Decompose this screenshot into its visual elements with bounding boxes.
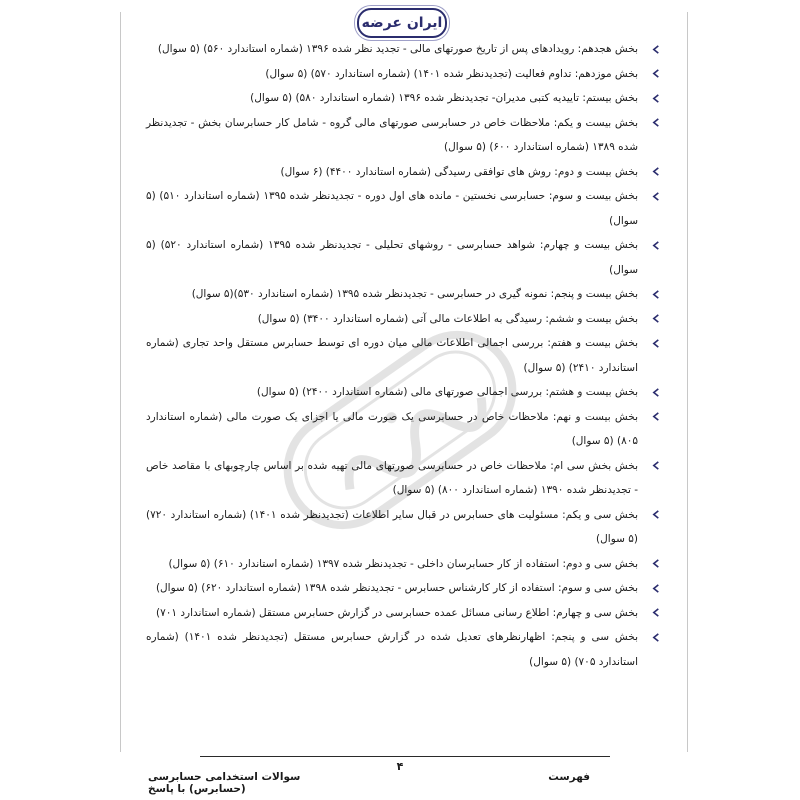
toc-entry[interactable] [146, 552, 638, 577]
footer-divider [200, 756, 610, 757]
toc-entry[interactable] [146, 601, 638, 626]
arrow-bullet-icon [650, 331, 662, 356]
arrow-bullet-icon [650, 307, 662, 332]
toc-entry-text: بخش بیست و هشتم: بررسی اجمالی صورتهای مالی (شماره استاندارد ۲۴۰۰) (۵ سوال) [256, 386, 638, 398]
arrow-bullet-icon [650, 62, 662, 87]
toc-entry[interactable] [146, 576, 638, 601]
arrow-bullet-icon [650, 503, 662, 528]
toc-entry[interactable] [146, 331, 638, 380]
arrow-bullet-icon [650, 454, 662, 479]
toc-entry-text: بخش بیست و سوم: حسابرسی نخستین - مانده های اول دوره - تجدیدنظر شده ۱۳۹۵ (شماره استاندارد ۵۱۰) (۵ سوال) [146, 190, 638, 227]
arrow-bullet-icon [650, 184, 662, 209]
toc-entry-text: بخش سی و دوم: استفاده از کار حسابرسان داخلی - تجدیدنظر شده ۱۳۹۷ (شماره استاندارد ۶۱۰) (۵ سوال) [168, 557, 638, 570]
logo-text: ایران عرضه [361, 15, 443, 31]
toc-entry[interactable] [146, 62, 638, 87]
toc-entry[interactable] [146, 503, 638, 552]
toc-entry[interactable] [146, 625, 638, 674]
arrow-bullet-icon [650, 111, 662, 136]
toc-entry-text: بخش بیست و پنجم: نمونه گیری در حسابرسی - تجدیدنظر شده ۱۳۹۵ (شماره استاندارد ۵۳۰)(۵ سوال) [191, 288, 638, 300]
toc-entry[interactable] [146, 307, 638, 332]
toc-entry-text: بخش سی و پنجم: اظهارنظرهای تعدیل شده در گزارش حسابرس مستقل (تجدیدنظر شده ۱۴۰۱) (شماره استاندارد ۷۰۵) (۵ سوال) [146, 631, 638, 668]
arrow-bullet-icon [650, 282, 662, 307]
toc-entry-text: بخش سی و سوم: استفاده از کار کارشناس حسابرس - تجدیدنظر شده ۱۳۹۸ (شماره استاندارد ۶۲۰) (۵ سوال) [155, 582, 638, 594]
arrow-bullet-icon [650, 552, 662, 577]
arrow-bullet-icon [650, 380, 662, 405]
toc-entry-text: بخش بیستم: تاییدیه کتبی مدیران- تجدیدنظر شده ۱۳۹۶ (شماره استاندارد ۵۸۰) (۵ سوال) [250, 92, 638, 104]
toc-entry[interactable] [146, 282, 638, 307]
arrow-bullet-icon [650, 37, 662, 62]
toc-entry-text: بخش بیست و نهم: ملاحظات خاص در حسابرسی یک صورت مالی یا اجزای یک صورت مالی (شماره استاندارد ۸۰۵) (۵ سوال) [146, 410, 638, 447]
table-of-contents [146, 37, 638, 674]
arrow-bullet-icon [650, 233, 662, 258]
toc-entry[interactable] [146, 454, 638, 503]
toc-entry-text: بخش بیست و هفتم: بررسی اجمالی اطلاعات مالی میان دوره ای توسط حسابرس مستقل واحد تجاری (شماره استاندارد ۲۴۱۰) (۵ سوال) [146, 337, 638, 374]
footer-section-label: فهرست [548, 771, 590, 783]
arrow-bullet-icon [650, 160, 662, 185]
arrow-bullet-icon [650, 601, 662, 626]
toc-entry-text: بخش سی و چهارم: اطلاع رسانی مسائل عمده حسابرسی در گزارش حسابرس مستقل (شماره استاندارد ۷۰۱) [156, 606, 638, 619]
arrow-bullet-icon [650, 625, 662, 650]
toc-entry-text: بخش بیست و یکم: ملاحظات خاص در حسابرسی صورتهای مالی گروه - شامل کار حسابرسان بخش - تجدیدنظر شده ۱۳۸۹ (شماره استاندارد ۶۰۰) (۵ سوال) [146, 116, 638, 153]
toc-entry[interactable] [146, 184, 638, 233]
toc-entry[interactable] [146, 86, 638, 111]
toc-entry[interactable] [146, 111, 638, 160]
arrow-bullet-icon [650, 86, 662, 111]
toc-entry[interactable] [146, 380, 638, 405]
toc-entry-text: بخش موزدهم: تداوم فعالیت (تجدیدنظر شده ۱۴۰۱) (شماره استاندارد ۵۷۰) (۵ سوال) [265, 67, 638, 80]
toc-entry[interactable] [146, 405, 638, 454]
toc-entry-text: بخش بخش سی ام: ملاحظات خاص در حسابرسی صورتهای مالی تهیه شده بر اساس چارچوبهای با مقاصد خاص - تجدیدنظر شده ۱۳۹۰ (شماره استاندارد ۸۰۰) (۵ سوال) [146, 459, 638, 496]
toc-entry-text: بخش بیست و دوم: روش های توافقی رسیدگی (شماره استاندارد ۴۴۰۰) (۶ سوال) [280, 165, 638, 178]
toc-entry-text: بخش سی و یکم: مسئولیت های حسابرس در قبال سایر اطلاعات (تجدیدنظر شده ۱۴۰۱) (شماره استاندارد ۷۲۰) (۵ سوال) [146, 508, 638, 545]
arrow-bullet-icon [650, 576, 662, 601]
page-number: ۴ [396, 760, 404, 773]
publisher-logo [357, 8, 447, 38]
toc-entry-text: بخش هجدهم: رویدادهای پس از تاریخ صورتهای مالی - تجدید نظر شده ۱۳۹۶ (شماره استاندارد ۵۶۰) (۵ سوال) [157, 43, 638, 55]
toc-entry-text: بخش بیست و ششم: رسیدگی به اطلاعات مالی آتی (شماره استاندارد ۳۴۰۰) (۵ سوال) [257, 312, 638, 325]
toc-entry[interactable] [146, 37, 638, 62]
footer-book-title: سوالات استخدامی حسابرسی (حسابرس) با پاسخ [148, 771, 301, 795]
toc-entry[interactable] [146, 233, 638, 282]
arrow-bullet-icon [650, 405, 662, 430]
toc-entry[interactable] [146, 160, 638, 185]
toc-entry-text: بخش بیست و چهارم: شواهد حسابرسی - روشهای تحلیلی - تجدیدنظر شده ۱۳۹۵ (شماره استاندارد ۵۲۰) (۵ سوال) [146, 239, 639, 276]
